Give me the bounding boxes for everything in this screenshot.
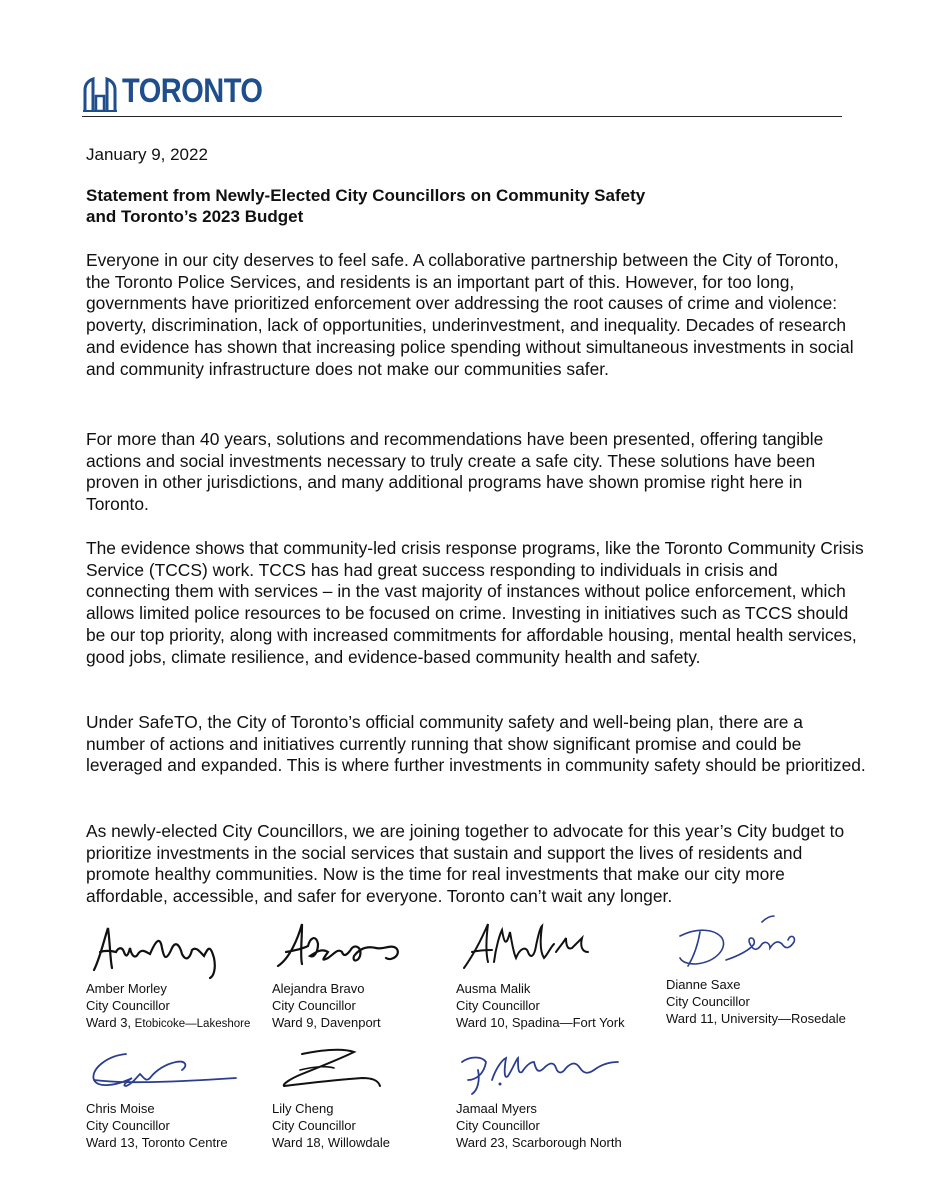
signatory-name: Jamaal Myers [456,1101,537,1116]
signatory-jamaal-myers [456,1040,656,1151]
paragraph: As newly-elected City Councillors, we are joining together to advocate for this year’s City budget to prioritize investments in the social services that sustain and support the lives of residents and promote healthy communities. Now is the time for real investments that make our city more affordable, accessible, and safer for everyone. Toronto can’t wait any longer. [86,821,845,907]
signatory-role: City Councillor [456,1118,540,1133]
signature-image [666,914,806,976]
signatory-role: City Councillor [86,998,170,1013]
paragraph: For more than 40 years, solutions and recommendations have been presented, offering tangible actions and social investments necessary to truly create a safe city. These solutions have been proven in other jurisdictions, and many additional programs have shown promise right here in Toronto. [86,429,824,515]
signatory-name: Amber Morley [86,981,167,996]
signatory-alejandra-bravo [272,918,472,1031]
signatory-name: Ausma Malik [456,981,531,996]
signatory-ward [86,1014,286,1033]
signature-image [86,918,236,980]
header-divider [82,116,842,117]
signatory-role: City Councillor [666,994,750,1009]
signature-image [272,1040,412,1100]
signatory-dianne-saxe [666,914,866,1027]
signatory-ausma-malik [456,918,656,1031]
city-hall-icon [82,76,118,112]
paragraph: The evidence shows that community-led crisis response programs, like the Toronto Community Crisis Service (TCCS) work. TCCS has had great success responding to individuals in crisis and connecting them with services – in the vast majority of instances without police enforcement, which allows limited police resources to be focused on crime. Investing in initiatives such as TCCS should be our top priority, along with increased commitments for affordable housing, mental health services, good jobs, climate resilience, and evidence-based community health and safety. [86,538,864,667]
signatory-name: Alejandra Bravo [272,981,365,996]
letter-date: January 9, 2022 [86,145,208,164]
signatory-ward: Ward 9, Davenport [272,1015,381,1030]
signature-image [272,918,412,980]
signatory-role: City Councillor [272,1118,356,1133]
signatory-role: City Councillor [272,998,356,1013]
paragraph: Everyone in our city deserves to feel safe. A collaborative partnership between the City of Toronto, the Toronto Police Services, and residents is an important part of this. However, for too long, governments have prioritized enforcement over addressing the root causes of crime and violence: poverty, discrimination, lack of opportunities, underinvestment, and inequality. Decades of research and evidence has shown that increasing police spending without simultaneous investments in social and community infrastructure does not make our communities safer. [86,250,854,379]
signatory-amber-morley [86,918,286,1033]
signatory-role: City Councillor [86,1118,170,1133]
signature-image [456,1040,636,1100]
signatory-role: City Councillor [456,998,540,1013]
signatory-ward: Ward 11, University—Rosedale [666,1011,846,1026]
signatory-name: Chris Moise [86,1101,155,1116]
letter-title-line: Statement from Newly-Elected City Councillors on Community Safety [86,186,646,205]
letter-title [86,185,806,227]
signatory-chris-moise [86,1040,286,1151]
signature-image [456,918,596,980]
signatory-name: Dianne Saxe [666,977,741,992]
signatory-ward: Ward 10, Spadina—Fort York [456,1015,625,1030]
signatory-name: Lily Cheng [272,1101,334,1116]
logo-wordmark: TORONTO [122,72,263,111]
toronto-logo [82,72,262,112]
letter-title-line: and Toronto’s 2023 Budget [86,207,304,226]
signatory-ward: Ward 13, Toronto Centre [86,1135,228,1150]
signatory-ward: Ward 18, Willowdale [272,1135,391,1150]
signatory-ward: Ward 23, Scarborough North [456,1135,622,1150]
paragraph: Under SafeTO, the City of Toronto’s official community safety and well-being plan, there are a number of actions and initiatives currently running that show significant promise and could be leveraged and expanded. This is where further investments in community safety should be prioritized. [86,712,866,776]
ward-number: Ward 3, [86,1015,132,1030]
ward-name: Etobicoke—Lakeshore [134,1018,251,1030]
signatory-lily-cheng [272,1040,472,1151]
signature-image [86,1040,246,1100]
